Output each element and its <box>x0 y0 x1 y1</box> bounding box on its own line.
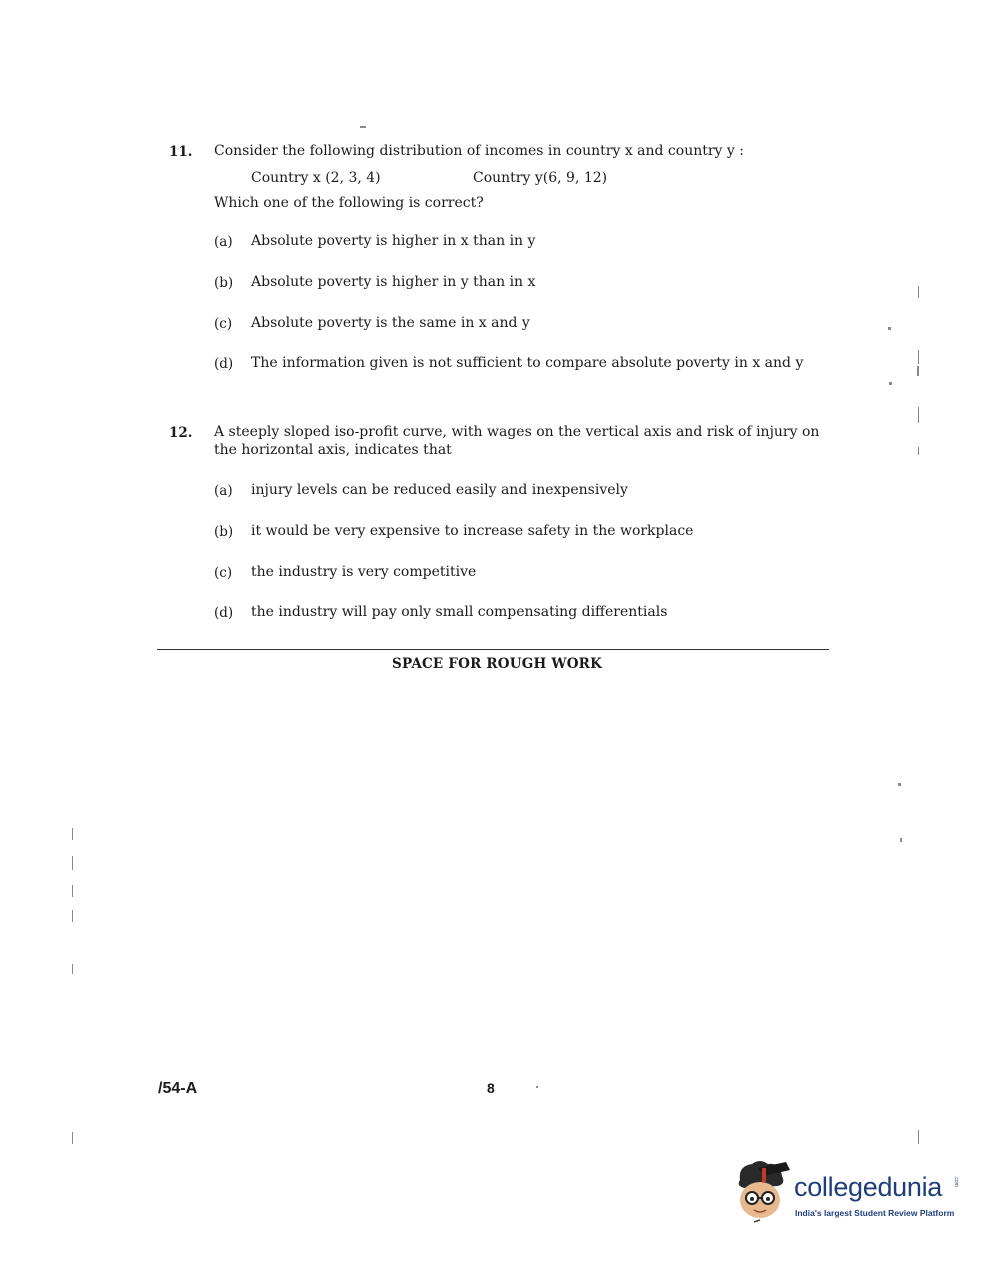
logo-tagline: India's largest Student Review Platform <box>795 1208 955 1218</box>
q12-option-b-text: it would be very expensive to increase safety in the workplace <box>251 523 694 539</box>
q12-option-b-label: (b) <box>214 524 234 540</box>
q12-option-d-label: (d) <box>214 605 234 621</box>
scan-mark <box>536 1086 538 1088</box>
scan-mark <box>900 838 902 842</box>
scan-mark <box>72 828 73 840</box>
rough-work-heading: SPACE FOR ROUGH WORK <box>392 656 603 672</box>
scan-mark <box>917 366 919 376</box>
scan-mark <box>918 350 919 364</box>
scan-mark <box>360 126 366 128</box>
q11-option-c-text: Absolute poverty is the same in x and y <box>251 315 530 331</box>
scan-mark <box>889 382 892 385</box>
q12-option-a-label: (a) <box>214 483 233 499</box>
question-11-country-y: Country y(6, 9, 12) <box>473 170 608 186</box>
scan-mark <box>918 447 919 455</box>
section-divider <box>157 649 829 650</box>
q11-option-a-label: (a) <box>214 234 233 250</box>
scan-mark <box>898 783 901 786</box>
question-12-number: 12. <box>169 425 193 441</box>
paper-code: /54-A <box>158 1080 198 1097</box>
q11-option-b-text: Absolute poverty is higher in y than in x <box>251 274 536 290</box>
scan-mark <box>72 1132 73 1144</box>
q12-option-c-label: (c) <box>214 565 233 581</box>
scan-mark <box>72 964 73 974</box>
scan-mark <box>918 407 919 423</box>
q11-option-d-text: The information given is not sufficient to compare absolute poverty in x and y <box>251 355 804 371</box>
question-11-country-x: Country x (2, 3, 4) <box>251 170 381 186</box>
q12-option-a-text: injury levels can be reduced easily and inexpensively <box>251 482 628 498</box>
mascot-icon <box>734 1158 792 1226</box>
logo-suffix: .com <box>953 1176 959 1187</box>
scan-mark <box>72 885 73 897</box>
question-11-prompt: Which one of the following is correct? <box>214 195 484 211</box>
question-12-text-line2: the horizontal axis, indicates that <box>214 442 452 458</box>
scan-mark <box>918 286 919 298</box>
question-11-number: 11. <box>169 144 193 160</box>
scan-mark <box>72 856 73 870</box>
q11-option-c-label: (c) <box>214 316 233 332</box>
scan-mark <box>888 327 891 330</box>
page-number: 8 <box>487 1080 495 1096</box>
scan-mark <box>918 1130 919 1144</box>
scan-mark <box>72 910 73 922</box>
question-12-text-line1: A steeply sloped iso-profit curve, with wages on the vertical axis and risk of injury on <box>214 424 820 440</box>
collegedunia-logo <box>734 1158 964 1228</box>
question-11-text: Consider the following distribution of incomes in country x and country y : <box>214 143 744 159</box>
logo-wordmark: collegedunia <box>794 1172 943 1202</box>
q11-option-d-label: (d) <box>214 356 234 372</box>
q11-option-a-text: Absolute poverty is higher in x than in y <box>251 233 536 249</box>
q11-option-b-label: (b) <box>214 275 234 291</box>
q12-option-d-text: the industry will pay only small compensating differentials <box>251 604 668 620</box>
q12-option-c-text: the industry is very competitive <box>251 564 477 580</box>
